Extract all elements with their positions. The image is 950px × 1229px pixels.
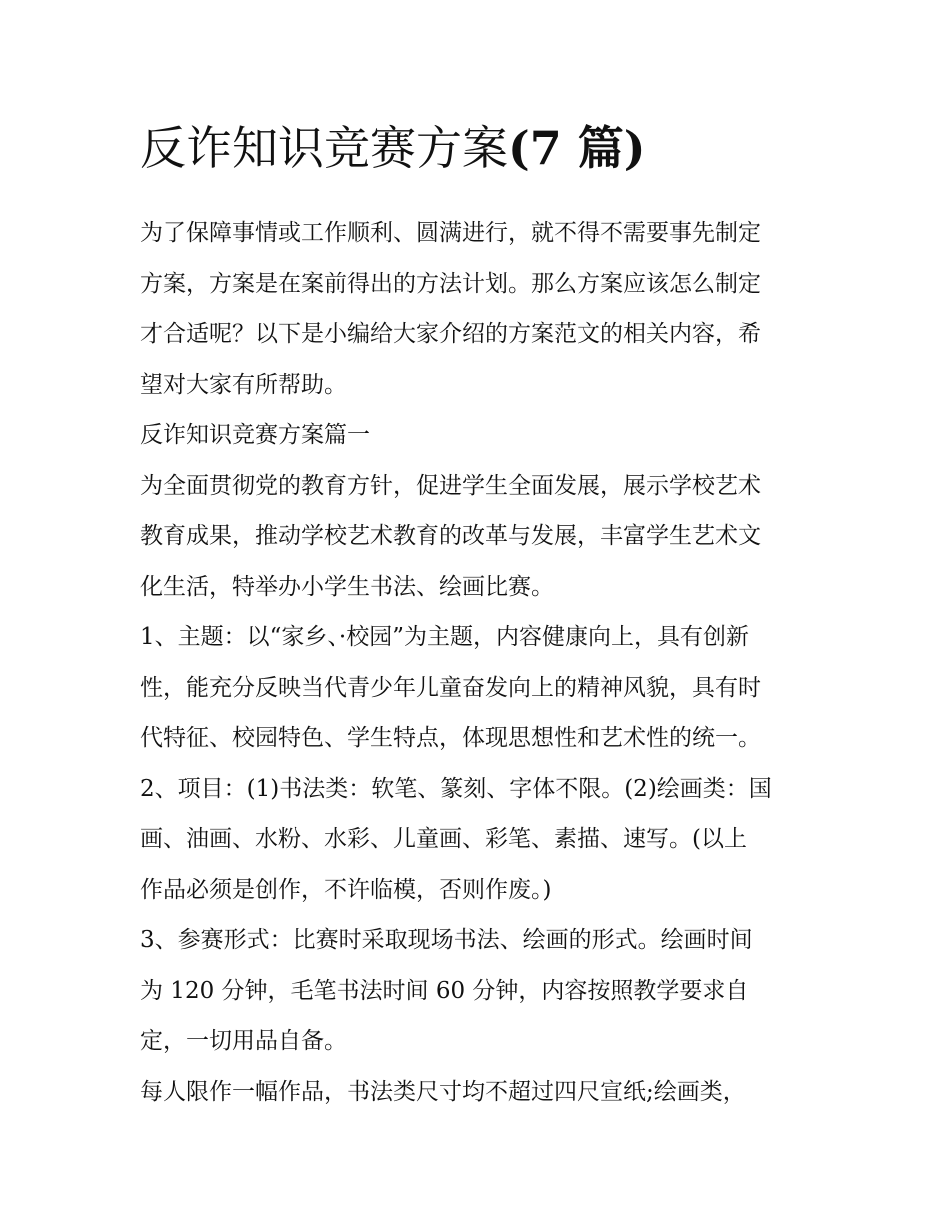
text-line: 教育成果，推动学校艺术教育的改革与发展，丰富学生艺术文 (140, 523, 761, 549)
text-line: 1、主题：以“家乡、·校园”为主题，内容健康向上，具有创新 (140, 624, 749, 650)
text-line: 化生活，特举办小学生书法、绘画比赛。 (140, 573, 554, 600)
text-line: 望对大家有所帮助。 (140, 371, 347, 398)
text-line: 性，能充分反映当代青少年儿童奋发向上的精神风貌，具有时 (140, 674, 761, 701)
paragraph-intro (140, 208, 820, 410)
text-line: 画、油画、水粉、水彩、儿童画、彩笔、素描、速写。(以上 (140, 826, 747, 852)
text-line: 反诈知识竞赛方案篇一 (140, 422, 370, 448)
document-title-suffix: (7 篇) (508, 121, 646, 175)
text-line: 每人限作一幅作品，书法类尺寸均不超过四尺宣纸;绘画类， (140, 1078, 746, 1105)
text-line: 2、项目：(1)书法类：软笔、篆刻、字体不限。(2)绘画类：国 (140, 775, 772, 802)
text-line: 定，一切用品自备。 (140, 1028, 347, 1054)
text-line: 作品必须是创作，不许临模，否则作废。) (140, 876, 552, 903)
section-heading (140, 410, 820, 461)
text-line: 为全面贯彻党的教育方针，促进学生全面发展，展示学校艺术 (140, 472, 761, 499)
document-title (140, 116, 820, 180)
paragraph-purpose (140, 461, 820, 613)
text-line: 3、参赛形式：比赛时采取现场书法、绘画的形式。绘画时间 (140, 927, 753, 953)
paragraph-theme (140, 612, 820, 764)
text-line: 方案，方案是在案前得出的方法计划。那么方案应该怎么制定 (140, 270, 761, 297)
text-line: 为了保障事情或工作顺利、圆满进行，就不得不需要事先制定 (140, 220, 761, 246)
paragraph-items (140, 764, 820, 916)
paragraph-format (140, 915, 820, 1067)
document-title-main: 反诈知识竞赛方案 (140, 121, 508, 175)
paragraph-limit (140, 1067, 820, 1118)
text-line: 为 120 分钟，毛笔书法时间 60 分钟，内容按照教学要求自 (140, 977, 749, 1004)
text-line: 代特征、校园特色、学生特点，体现思想性和艺术性的统一。 (140, 725, 761, 751)
document-page (140, 116, 820, 1117)
text-line: 才合适呢？以下是小编给大家介绍的方案范文的相关内容，希 (140, 321, 761, 347)
